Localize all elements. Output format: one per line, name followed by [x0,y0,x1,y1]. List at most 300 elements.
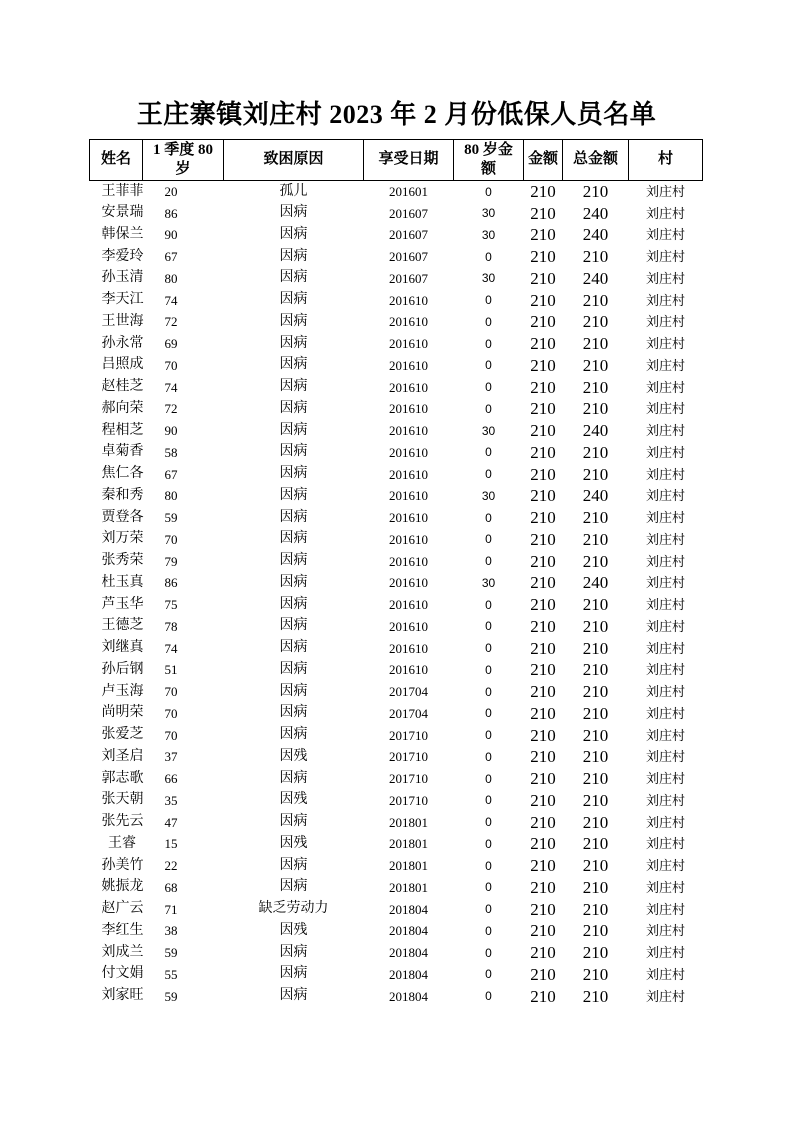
cell-total-amount: 210 [582,312,609,332]
table-row [90,550,703,572]
cell-enjoy-date: 201610 [389,314,428,330]
cell-cause: 因病 [279,531,308,547]
cell-amount: 210 [530,247,556,267]
cell-enjoy-date: 201710 [389,771,428,787]
cell-enjoy-date: 201607 [389,227,428,243]
cell-enjoy-date: 201804 [389,945,428,961]
cell-age80-amount: 0 [485,945,492,960]
cell-cause: 因病 [279,857,308,873]
cell-enjoy-date: 201610 [389,466,428,482]
cell-quarter-age: 70 [164,357,178,373]
page-title: 王庄寨镇刘庄村 2023 年 2 月份低保人员名单 [136,100,657,129]
cell-enjoy-date: 201704 [389,705,428,721]
cell-name: 王世海 [101,313,144,329]
cell-quarter-age: 59 [164,988,178,1004]
cell-enjoy-date: 201610 [389,640,428,656]
cell-amount: 210 [530,464,556,484]
table-row [90,202,703,224]
cell-total-amount: 210 [582,464,609,484]
table-row [90,746,703,768]
cell-name: 付文娟 [101,966,144,982]
cell-cause: 因病 [279,205,308,221]
table-row [90,681,703,703]
cell-cause: 因病 [279,705,308,721]
col-header-amount: 金额 [524,140,563,181]
cell-amount: 210 [530,182,556,202]
cell-village: 刘庄村 [645,423,685,439]
cell-age80-amount: 0 [485,902,492,917]
cell-total-amount: 210 [582,747,609,767]
cell-name: 刘继真 [101,640,144,656]
cell-name: 赵广云 [101,901,144,917]
cell-total-amount: 240 [582,573,609,593]
cell-age80-amount: 0 [485,684,492,699]
cell-amount: 210 [530,312,556,332]
cell-quarter-age: 70 [164,705,178,721]
table-row [90,790,703,812]
table-header [90,140,703,181]
cell-enjoy-date: 201610 [389,510,428,526]
cell-amount: 210 [530,964,556,984]
cell-cause: 孤儿 [279,183,308,199]
cell-village: 刘庄村 [645,270,685,286]
cell-cause: 因病 [279,966,308,982]
cell-age80-amount: 0 [485,858,492,873]
cell-quarter-age: 90 [164,227,178,243]
cell-cause: 因病 [279,487,308,503]
cell-age80-amount: 0 [485,641,492,656]
cell-quarter-age: 78 [164,618,178,634]
cell-name: 卢玉海 [101,683,144,699]
cell-quarter-age: 59 [164,945,178,961]
cell-total-amount: 210 [582,442,609,462]
table-body [90,181,703,1008]
cell-name: 张先云 [101,814,144,830]
cell-village: 刘庄村 [645,597,685,613]
cell-amount: 210 [530,986,556,1006]
cell-village: 刘庄村 [645,357,685,373]
cell-cause: 因病 [279,574,308,590]
cell-quarter-age: 69 [164,336,178,352]
cell-name: 赵桂芝 [101,379,144,395]
cell-cause: 因残 [279,748,308,764]
cell-village: 刘庄村 [645,749,685,765]
cell-village: 刘庄村 [645,945,685,961]
table-row [90,811,703,833]
cell-enjoy-date: 201607 [389,270,428,286]
cell-enjoy-date: 201710 [389,749,428,765]
cell-total-amount: 240 [582,225,609,245]
cell-cause: 因病 [279,292,308,308]
cell-amount: 210 [530,203,556,223]
cell-age80-amount: 0 [485,597,492,612]
cell-name: 张爱芝 [101,727,144,743]
cell-cause: 因病 [279,618,308,634]
cell-name: 刘成兰 [101,944,144,960]
table-row [90,833,703,855]
cell-name: 刘圣启 [101,748,144,764]
table-row [90,855,703,877]
cell-village: 刘庄村 [645,705,685,721]
table-row [90,964,703,986]
cell-amount: 210 [530,943,556,963]
cell-total-amount: 210 [582,508,609,528]
cell-name: 李天江 [101,292,144,308]
cell-total-amount: 210 [582,790,609,810]
cell-name: 卓菊香 [101,444,144,460]
table-row [90,985,703,1007]
cell-age80-amount: 0 [485,358,492,373]
cell-enjoy-date: 201610 [389,662,428,678]
cell-age80-amount: 0 [485,184,492,199]
cell-cause: 因病 [279,422,308,438]
cell-enjoy-date: 201610 [389,553,428,569]
cell-age80-amount: 0 [485,815,492,830]
cell-name: 孙永常 [101,335,144,351]
cell-name: 郝向荣 [101,400,144,416]
col-header-date: 享受日期 [364,140,454,181]
table-row [90,768,703,790]
table-row [90,529,703,551]
cell-quarter-age: 90 [164,423,178,439]
table-row [90,224,703,246]
cell-amount: 210 [530,921,556,941]
cell-enjoy-date: 201610 [389,292,428,308]
table-row [90,594,703,616]
cell-village: 刘庄村 [645,184,685,200]
table-row [90,246,703,268]
cell-name: 王德芝 [101,618,144,634]
cell-total-amount: 210 [582,551,609,571]
cell-cause: 因病 [279,313,308,329]
cell-enjoy-date: 201704 [389,684,428,700]
cell-village: 刘庄村 [645,618,685,634]
cell-name: 孙玉清 [101,270,144,286]
cell-age80-amount: 30 [481,423,496,438]
cell-age80-amount: 0 [485,662,492,677]
cell-amount: 210 [530,399,556,419]
table-row [90,376,703,398]
cell-age80-amount: 30 [481,227,496,242]
table-row [90,724,703,746]
cell-village: 刘庄村 [645,575,685,591]
cell-quarter-age: 74 [164,640,178,656]
cell-quarter-age: 75 [164,597,178,613]
table-row [90,333,703,355]
table-row [90,659,703,681]
table-row [90,703,703,725]
cell-name: 程相芝 [101,422,144,438]
cell-village: 刘庄村 [645,444,685,460]
cell-name: 刘家旺 [101,988,144,1004]
cell-age80-amount: 0 [485,880,492,895]
table-row [90,507,703,529]
cell-enjoy-date: 201610 [389,531,428,547]
cell-village: 刘庄村 [645,336,685,352]
cell-age80-amount: 0 [485,293,492,308]
cell-total-amount: 240 [582,268,609,288]
cell-name: 王睿 [108,835,136,851]
cell-village: 刘庄村 [645,836,685,852]
cell-name: 李爱玲 [101,248,144,264]
cell-village: 刘庄村 [645,879,685,895]
cell-total-amount: 210 [582,377,609,397]
cell-quarter-age: 70 [164,727,178,743]
cell-enjoy-date: 201607 [389,205,428,221]
cell-cause: 因病 [279,770,308,786]
cell-quarter-age: 67 [164,466,178,482]
cell-village: 刘庄村 [645,684,685,700]
cell-total-amount: 210 [582,703,609,723]
col-header-q1-age80: 1 季度 80 岁 [143,140,224,181]
cell-age80-amount: 0 [485,749,492,764]
cell-cause: 因病 [279,379,308,395]
cell-total-amount: 210 [582,182,609,202]
cell-quarter-age: 70 [164,531,178,547]
cell-village: 刘庄村 [645,553,685,569]
cell-quarter-age: 68 [164,879,178,895]
cell-enjoy-date: 201610 [389,575,428,591]
cell-amount: 210 [530,660,556,680]
cell-age80-amount: 30 [481,575,496,590]
cell-village: 刘庄村 [645,292,685,308]
table-row [90,942,703,964]
cell-amount: 210 [530,225,556,245]
cell-age80-amount: 0 [485,336,492,351]
cell-enjoy-date: 201610 [389,597,428,613]
cell-name: 焦仁各 [101,466,144,482]
cell-amount: 210 [530,899,556,919]
cell-village: 刘庄村 [645,466,685,482]
cell-quarter-age: 38 [164,923,178,939]
table-row [90,572,703,594]
cell-quarter-age: 67 [164,249,178,265]
cell-quarter-age: 74 [164,379,178,395]
cell-total-amount: 210 [582,529,609,549]
table-row [90,268,703,290]
cell-enjoy-date: 201801 [389,879,428,895]
table-row [90,181,703,203]
cell-total-amount: 210 [582,769,609,789]
cell-enjoy-date: 201710 [389,727,428,743]
cell-quarter-age: 20 [164,184,178,200]
cell-enjoy-date: 201804 [389,988,428,1004]
cell-cause: 因病 [279,335,308,351]
cell-age80-amount: 0 [485,923,492,938]
cell-amount: 210 [530,856,556,876]
cell-age80-amount: 0 [485,532,492,547]
cell-amount: 210 [530,725,556,745]
cell-total-amount: 210 [582,834,609,854]
cell-quarter-age: 86 [164,575,178,591]
cell-quarter-age: 72 [164,401,178,417]
cell-enjoy-date: 201804 [389,966,428,982]
cell-amount: 210 [530,877,556,897]
cell-enjoy-date: 201801 [389,814,428,830]
cell-village: 刘庄村 [645,901,685,917]
cell-age80-amount: 0 [485,771,492,786]
cell-amount: 210 [530,703,556,723]
cell-cause: 因病 [279,248,308,264]
cell-amount: 210 [530,573,556,593]
cell-age80-amount: 0 [485,793,492,808]
cell-age80-amount: 0 [485,836,492,851]
cell-name: 吕照成 [101,357,144,373]
cell-village: 刘庄村 [645,379,685,395]
cell-total-amount: 210 [582,812,609,832]
cell-total-amount: 210 [582,595,609,615]
cell-amount: 210 [530,616,556,636]
cell-quarter-age: 80 [164,270,178,286]
cell-total-amount: 210 [582,899,609,919]
cell-amount: 210 [530,268,556,288]
cell-village: 刘庄村 [645,401,685,417]
cell-amount: 210 [530,595,556,615]
cell-amount: 210 [530,377,556,397]
col-header-name: 姓名 [90,140,143,181]
cell-total-amount: 210 [582,964,609,984]
cell-cause: 缺乏劳动力 [258,901,329,917]
cell-cause: 因病 [279,727,308,743]
cell-age80-amount: 0 [485,380,492,395]
cell-total-amount: 240 [582,203,609,223]
cell-amount: 210 [530,442,556,462]
cell-quarter-age: 15 [164,836,178,852]
cell-age80-amount: 0 [485,401,492,416]
cell-age80-amount: 0 [485,619,492,634]
table-row [90,289,703,311]
cell-enjoy-date: 201804 [389,923,428,939]
table-row [90,920,703,942]
cell-age80-amount: 0 [485,989,492,1004]
cell-name: 芦玉华 [101,596,144,612]
table-row [90,463,703,485]
cell-enjoy-date: 201610 [389,488,428,504]
cell-amount: 210 [530,790,556,810]
cell-amount: 210 [530,747,556,767]
cell-village: 刘庄村 [645,227,685,243]
roster-table [89,139,703,1007]
cell-name: 安景瑞 [101,205,144,221]
cell-amount: 210 [530,682,556,702]
cell-amount: 210 [530,834,556,854]
cell-name: 贾登各 [101,509,144,525]
cell-village: 刘庄村 [645,727,685,743]
cell-total-amount: 210 [582,616,609,636]
cell-name: 郭志歌 [101,770,144,786]
cell-quarter-age: 79 [164,553,178,569]
cell-total-amount: 210 [582,856,609,876]
cell-total-amount: 240 [582,421,609,441]
cell-village: 刘庄村 [645,314,685,330]
cell-enjoy-date: 201710 [389,792,428,808]
cell-village: 刘庄村 [645,488,685,504]
cell-cause: 因病 [279,879,308,895]
cell-cause: 因病 [279,596,308,612]
cell-quarter-age: 86 [164,205,178,221]
cell-village: 刘庄村 [645,988,685,1004]
cell-name: 秦和秀 [101,487,144,503]
cell-cause: 因病 [279,683,308,699]
cell-cause: 因残 [279,922,308,938]
cell-cause: 因病 [279,400,308,416]
cell-cause: 因残 [279,792,308,808]
cell-total-amount: 240 [582,486,609,506]
cell-age80-amount: 30 [481,271,496,286]
cell-name: 杜玉真 [101,574,144,590]
cell-quarter-age: 71 [164,901,178,917]
cell-quarter-age: 66 [164,771,178,787]
cell-village: 刘庄村 [645,814,685,830]
cell-quarter-age: 35 [164,792,178,808]
cell-total-amount: 210 [582,290,609,310]
cell-cause: 因病 [279,466,308,482]
cell-name: 李红生 [101,922,144,938]
cell-total-amount: 210 [582,986,609,1006]
cell-village: 刘庄村 [645,771,685,787]
cell-quarter-age: 59 [164,510,178,526]
cell-name: 孙后钢 [101,661,144,677]
cell-age80-amount: 0 [485,510,492,525]
cell-cause: 因病 [279,988,308,1004]
cell-quarter-age: 80 [164,488,178,504]
cell-quarter-age: 37 [164,749,178,765]
table-row [90,311,703,333]
cell-village: 刘庄村 [645,640,685,656]
cell-age80-amount: 0 [485,967,492,982]
cell-enjoy-date: 201607 [389,249,428,265]
cell-cause: 因病 [279,640,308,656]
cell-enjoy-date: 201610 [389,401,428,417]
table-row [90,898,703,920]
col-header-total-amount: 总金额 [563,140,629,181]
cell-age80-amount: 30 [481,488,496,503]
cell-quarter-age: 58 [164,444,178,460]
col-header-age80-amount: 80 岁金额 [454,140,524,181]
cell-total-amount: 210 [582,877,609,897]
col-header-cause: 致困原因 [224,140,364,181]
cell-amount: 210 [530,529,556,549]
cell-amount: 210 [530,421,556,441]
table-row [90,398,703,420]
cell-enjoy-date: 201610 [389,618,428,634]
cell-amount: 210 [530,812,556,832]
cell-enjoy-date: 201804 [389,901,428,917]
header-row [90,140,703,181]
cell-enjoy-date: 201610 [389,444,428,460]
cell-cause: 因病 [279,553,308,569]
cell-cause: 因病 [279,226,308,242]
table-row [90,877,703,899]
cell-enjoy-date: 201801 [389,836,428,852]
cell-age80-amount: 0 [485,314,492,329]
cell-enjoy-date: 201610 [389,423,428,439]
cell-village: 刘庄村 [645,205,685,221]
cell-total-amount: 210 [582,638,609,658]
cell-amount: 210 [530,551,556,571]
cell-total-amount: 210 [582,921,609,941]
cell-age80-amount: 0 [485,445,492,460]
cell-village: 刘庄村 [645,966,685,982]
cell-age80-amount: 30 [481,206,496,221]
cell-amount: 210 [530,508,556,528]
cell-amount: 210 [530,638,556,658]
cell-amount: 210 [530,290,556,310]
cell-total-amount: 210 [582,355,609,375]
cell-quarter-age: 70 [164,684,178,700]
cell-quarter-age: 72 [164,314,178,330]
cell-total-amount: 210 [582,660,609,680]
